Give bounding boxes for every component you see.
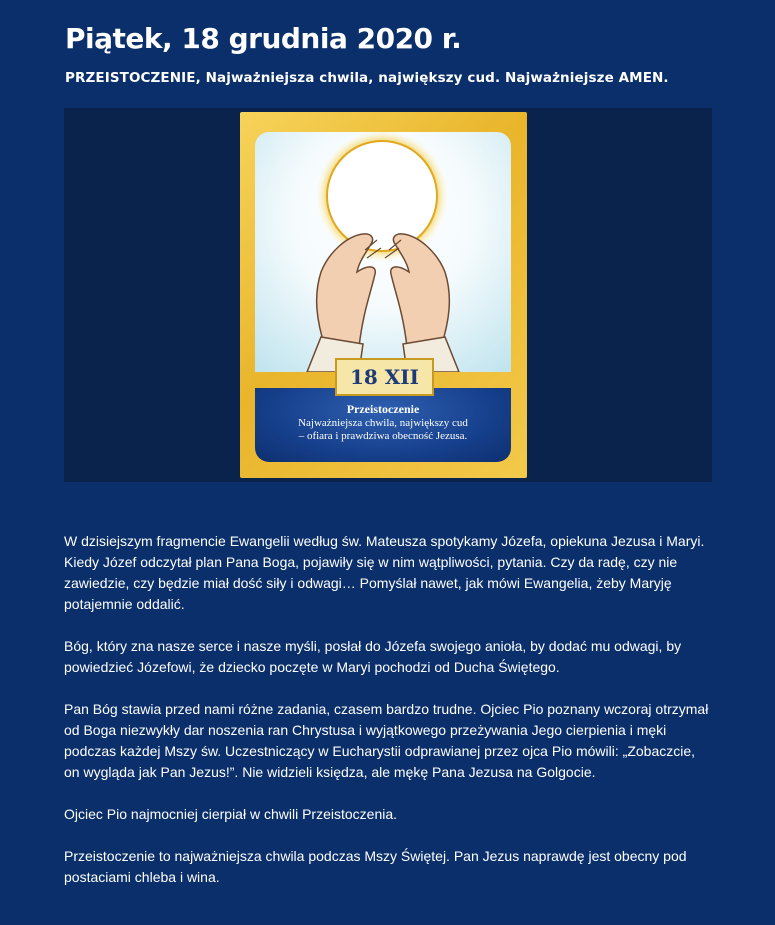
card-caption xyxy=(255,388,511,462)
page-subtitle: PRZEISTOCZENIE, Najważniejsza chwila, największy cud. Najważniejsze AMEN. xyxy=(65,70,669,86)
host-wafer xyxy=(327,141,437,251)
card-caption-line: – ofiara i prawdziwa obecność Jezusa. xyxy=(298,430,468,442)
card-caption-title: Przeistoczenie xyxy=(346,402,420,416)
card-date: 18 XII xyxy=(335,358,434,396)
article-paragraph: Pan Bóg stawia przed nami różne zadania, czasem bardzo trudne. Ojciec Pio poznany wczoraj otrzymał od Boga niezwykły dar noszenia ran Chrystusa i wyjątkowego przeżywania Jego cierpienia i męki podczas każdej Mszy św. Uczestniczący w Eucharystii odprawianej przez ojca Pio mówili: „Zobaczcie, on wygląda jak Pan Jezus!”. Nie widzieli księdza, ale mękę Pana Jezusa na Golgocie. xyxy=(64,701,709,780)
card-illustration xyxy=(255,132,511,372)
left-hand xyxy=(317,234,376,347)
article-paragraph: Ojciec Pio najmocniej cierpiał w chwili Przeistoczenia. xyxy=(64,806,398,822)
featured-image xyxy=(64,108,712,482)
article-paragraph: Przeistoczenie to najważniejsza chwila podczas Mszy Świętej. Pan Jezus naprawdę jest obecny pod postaciami chleba i wina. xyxy=(64,848,687,885)
card-caption-line: Najważniejsza chwila, największy cud xyxy=(298,417,468,429)
article-paragraph: W dzisiejszym fragmencie Ewangelii według św. Mateusza spotykamy Józefa, opiekuna Jezusa i Maryi. Kiedy Józef odczytał plan Pana Boga, pojawiły się w nim wątpliwości, pytania. Czy da radę, czy nie zawiedzie, czy będzie miał dość siły i odwagi… Pomyślał nawet, jak mówi Ewangelia, żeby Maryję potajemnie oddalić. xyxy=(64,533,705,612)
right-hand xyxy=(391,234,450,347)
page-title: Piątek, 18 grudnia 2020 r. xyxy=(65,22,462,55)
advent-card xyxy=(240,112,527,478)
article-paragraph: Bóg, który zna nasze serce i nasze myśli, posłał do Józefa swojego anioła, by dodać mu odwagi, by powiedzieć Józefowi, że dziecko poczęte w Maryi pochodzi od Ducha Świętego. xyxy=(64,638,682,675)
article-body xyxy=(64,531,714,909)
host-hands-illustration xyxy=(255,132,511,372)
